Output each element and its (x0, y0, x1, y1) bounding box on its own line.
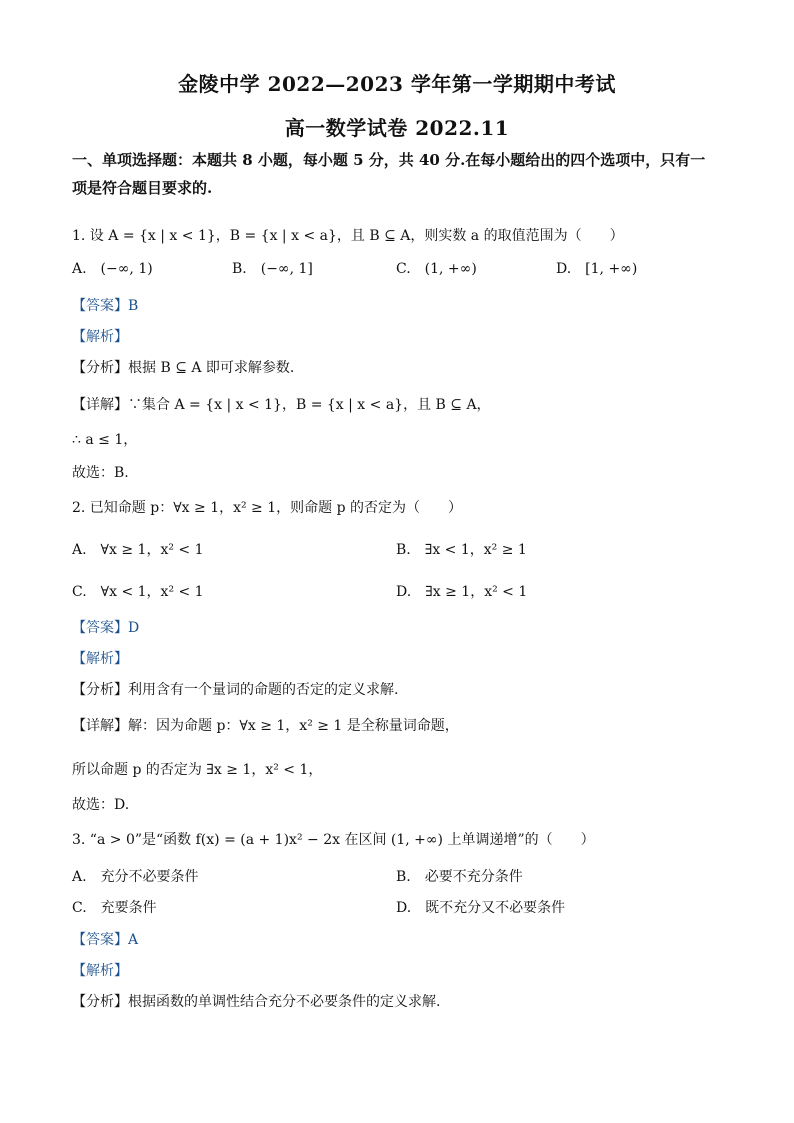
q3-option-d: D. 既不充分又不必要条件 (396, 900, 566, 916)
q2-option-d: D. ∃x ≥ 1，x² < 1 (396, 584, 528, 600)
q3-answer: 【答案】A (72, 932, 139, 948)
q1-option-d: D. [1, +∞) (556, 261, 638, 277)
q2-option-a: A. ∀x ≥ 1，x² < 1 (72, 542, 204, 558)
q1-stem: 1. 设 A = {x | x < 1}，B = {x | x < a}，且 B ⊆ A，则实数 a 的取值范围为（ ） (72, 228, 624, 244)
q1-answer: 【答案】B (72, 298, 139, 314)
q2-analysis-tag: 【解析】 (72, 651, 128, 667)
q3-option-c: C. 充要条件 (72, 900, 157, 916)
q2-xiangjie: 【详解】解：因为命题 p：∀x ≥ 1，x² ≥ 1 是全称量词命题， (72, 718, 459, 734)
q2-option-b: B. ∃x < 1，x² ≥ 1 (396, 542, 527, 558)
q1-analysis-tag: 【解析】 (72, 329, 128, 345)
q1-option-b: B. (−∞, 1] (232, 261, 313, 277)
q3-analysis-tag: 【解析】 (72, 963, 128, 979)
q3-stem: 3. “a > 0”是“函数 f(x) = (a + 1)x² − 2x 在区间 (1, +∞) 上单调递增”的（ ） (72, 832, 595, 848)
q1-step: ∴ a ≤ 1， (72, 432, 138, 448)
q1-xiangjie: 【详解】∵集合 A = {x | x < 1}，B = {x | x < a}，且 B ⊆ A， (72, 397, 491, 413)
q3-fenxi: 【分析】根据函数的单调性结合充分不必要条件的定义求解. (72, 994, 441, 1010)
q3-option-b: B. 必要不充分条件 (396, 869, 523, 885)
q2-conclusion: 故选：D. (72, 797, 130, 813)
section-heading (72, 146, 722, 202)
exam-title: 金陵中学 2022—2023 学年第一学期期中考试 (178, 72, 616, 96)
section-heading-line1: 一、单项选择题：本题共 8 小题，每小题 5 分，共 40 分.在每小题给出的四个选项中，只有一 (72, 151, 706, 169)
q3-option-a: A. 充分不必要条件 (72, 869, 199, 885)
q1-fenxi: 【分析】根据 B ⊆ A 即可求解参数. (72, 360, 295, 376)
q2-fenxi: 【分析】利用含有一个量词的命题的否定的定义求解. (72, 682, 399, 698)
q1-option-c: C. (1, +∞) (396, 261, 477, 277)
q2-step: 所以命题 p 的否定为 ∃x ≥ 1，x² < 1， (72, 762, 323, 778)
q1-conclusion: 故选：B. (72, 465, 129, 481)
q2-stem: 2. 已知命题 p：∀x ≥ 1，x² ≥ 1，则命题 p 的否定为（ ） (72, 500, 463, 516)
q2-answer: 【答案】D (72, 620, 140, 636)
q1-option-a: A. (−∞, 1) (72, 261, 153, 277)
section-heading-line2: 项是符合题目要求的. (72, 179, 213, 197)
q2-option-c: C. ∀x < 1，x² < 1 (72, 584, 204, 600)
exam-subtitle: 高一数学试卷 2022.11 (284, 116, 510, 140)
